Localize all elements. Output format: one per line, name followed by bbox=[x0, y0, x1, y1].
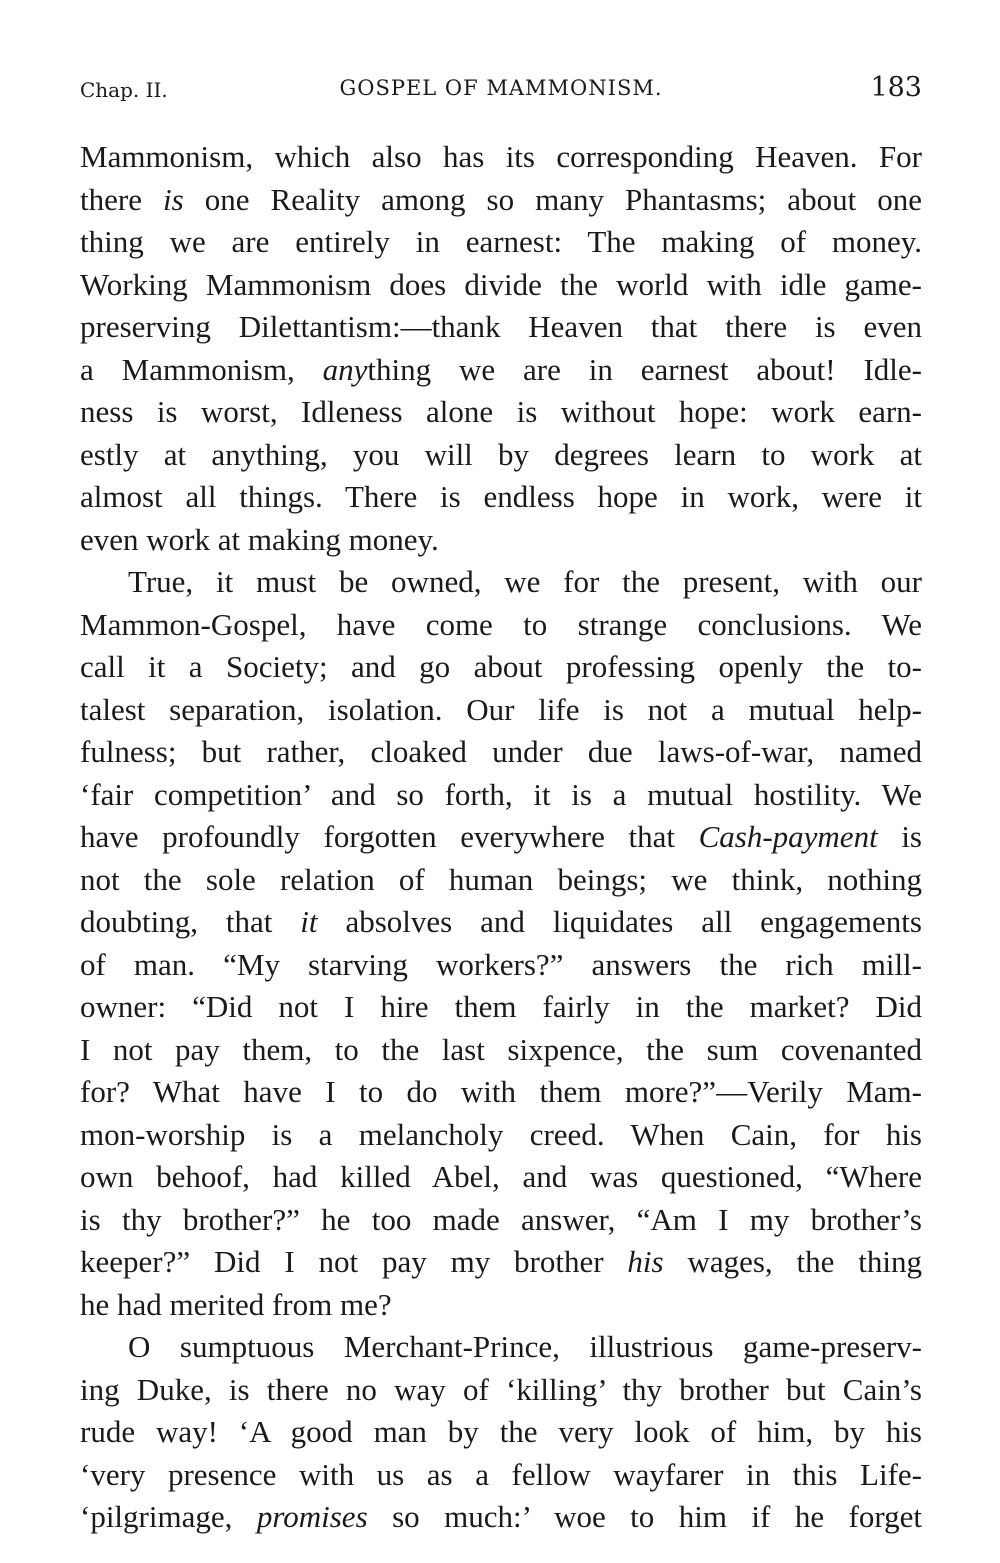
text-segment: Mammon-Gospel, have come to strange conclusions. We bbox=[80, 606, 922, 642]
text-segment: estly at anything, you will by degrees learn to work at bbox=[80, 436, 922, 472]
text-segment: call it a Society; and go about professing openly the to- bbox=[80, 649, 922, 684]
text-line bbox=[80, 476, 922, 519]
text-line bbox=[80, 1114, 922, 1157]
text-segment: mon-worship is a melancholy creed. When Cain, for his bbox=[80, 1116, 922, 1152]
text-segment: a Mammonism, bbox=[80, 351, 323, 387]
text-segment: absolves and liquidates all engagements bbox=[317, 904, 922, 939]
text-segment: for? What have I to do with them more?”—Verily Mam- bbox=[80, 1074, 922, 1109]
text-segment: wages, the thing bbox=[663, 1244, 922, 1279]
text-segment: almost all things. There is endless hope in work, were it bbox=[80, 479, 922, 514]
chapter-label: Chap. II. bbox=[80, 78, 168, 102]
text-segment: have profoundly forgotten everywhere that bbox=[80, 819, 699, 854]
italic-text: it bbox=[300, 904, 318, 939]
running-header bbox=[80, 72, 922, 108]
text-line bbox=[80, 519, 922, 562]
text-segment: of man. “My starving workers?” answers the rich mill- bbox=[80, 946, 922, 982]
text-segment: so much:’ woe to him if he forget bbox=[367, 1499, 922, 1534]
text-segment: fulness; but rather, cloaked under due laws-of-war, named bbox=[80, 734, 922, 769]
text-line bbox=[80, 561, 922, 604]
text-line bbox=[80, 646, 922, 689]
text-line bbox=[80, 1454, 922, 1497]
text-segment: not the sole relation of human beings; we think, nothing bbox=[80, 861, 922, 897]
text-line bbox=[80, 1199, 922, 1242]
running-title: GOSPEL OF MAMMONISM. bbox=[339, 76, 663, 100]
text-segment: O sumptuous Merchant-Prince, illustrious game-preserv- bbox=[128, 1329, 922, 1364]
text-line bbox=[80, 1284, 922, 1327]
text-segment: even work at making money. bbox=[80, 521, 439, 557]
italic-text: is bbox=[163, 181, 184, 217]
text-line bbox=[80, 1241, 922, 1284]
text-line bbox=[80, 774, 922, 817]
text-line bbox=[80, 731, 922, 774]
text-line bbox=[80, 179, 922, 222]
text-line bbox=[80, 1071, 922, 1114]
text-line bbox=[80, 136, 922, 179]
text-segment: Mammonism, which also has its corresponding Heaven. For bbox=[80, 139, 922, 174]
text-segment: talest separation, isolation. Our life is not a mutual help- bbox=[80, 691, 922, 727]
text-line bbox=[80, 689, 922, 732]
text-segment: ‘pilgrimage, bbox=[80, 1499, 257, 1534]
text-line bbox=[80, 859, 922, 902]
text-line bbox=[80, 221, 922, 264]
text-segment: ‘fair competition’ and so forth, it is a mutual hostility. We bbox=[80, 776, 922, 812]
text-segment: ness is worst, Idleness alone is without hope: work earn- bbox=[80, 394, 922, 429]
text-segment: rude way! ‘A good man by the very look of him, by his bbox=[80, 1414, 922, 1449]
italic-text: Cash-payment bbox=[698, 819, 878, 854]
text-line bbox=[80, 986, 922, 1029]
text-segment: own behoof, had killed Abel, and was questioned, “Where bbox=[80, 1159, 922, 1194]
text-line bbox=[80, 901, 922, 944]
italic-text: any bbox=[322, 351, 368, 387]
text-segment: he had merited from me? bbox=[80, 1286, 392, 1322]
text-segment: Working Mammonism does divide the world with idle game- bbox=[80, 266, 922, 302]
text-segment: ‘very presence with us as a fellow wayfarer in this Life- bbox=[80, 1456, 922, 1492]
text-segment: is thy brother?” he too made answer, “Am I my brother’s bbox=[80, 1201, 922, 1237]
text-segment: thing we are in earnest about! Idle- bbox=[367, 351, 922, 387]
text-line bbox=[80, 816, 922, 859]
text-segment: doubting, that bbox=[80, 904, 301, 939]
italic-text: promises bbox=[256, 1499, 368, 1534]
text-segment: thing we are entirely in earnest: The making of money. bbox=[80, 224, 922, 259]
text-segment: I not pay them, to the last sixpence, the sum covenanted bbox=[80, 1031, 922, 1067]
text-line bbox=[80, 391, 922, 434]
text-segment: one Reality among so many Phantasms; about one bbox=[183, 181, 922, 217]
text-line bbox=[80, 1369, 922, 1412]
text-line bbox=[80, 1496, 922, 1539]
text-segment: owner: “Did not I hire them fairly in the market? Did bbox=[80, 989, 922, 1024]
text-line bbox=[80, 1156, 922, 1199]
text-segment: is bbox=[877, 819, 922, 854]
italic-text: his bbox=[627, 1244, 664, 1279]
text-line bbox=[80, 349, 922, 392]
page-number: 183 bbox=[870, 72, 922, 103]
text-line bbox=[80, 944, 922, 987]
text-line bbox=[80, 1411, 922, 1454]
text-segment: True, it must be owned, we for the present, with our bbox=[128, 564, 922, 599]
text-line bbox=[80, 1326, 922, 1369]
text-line bbox=[80, 306, 922, 349]
text-line bbox=[80, 1029, 922, 1072]
text-segment: there bbox=[80, 181, 163, 217]
text-segment: ing Duke, is there no way of ‘killing’ thy brother but Cain’s bbox=[80, 1371, 922, 1407]
text-line bbox=[80, 434, 922, 477]
text-segment: preserving Dilettantism:—thank Heaven that there is even bbox=[80, 309, 922, 344]
body-text bbox=[80, 136, 922, 1539]
text-line bbox=[80, 604, 922, 647]
text-segment: keeper?” Did I not pay my brother bbox=[80, 1244, 628, 1279]
text-line bbox=[80, 264, 922, 307]
